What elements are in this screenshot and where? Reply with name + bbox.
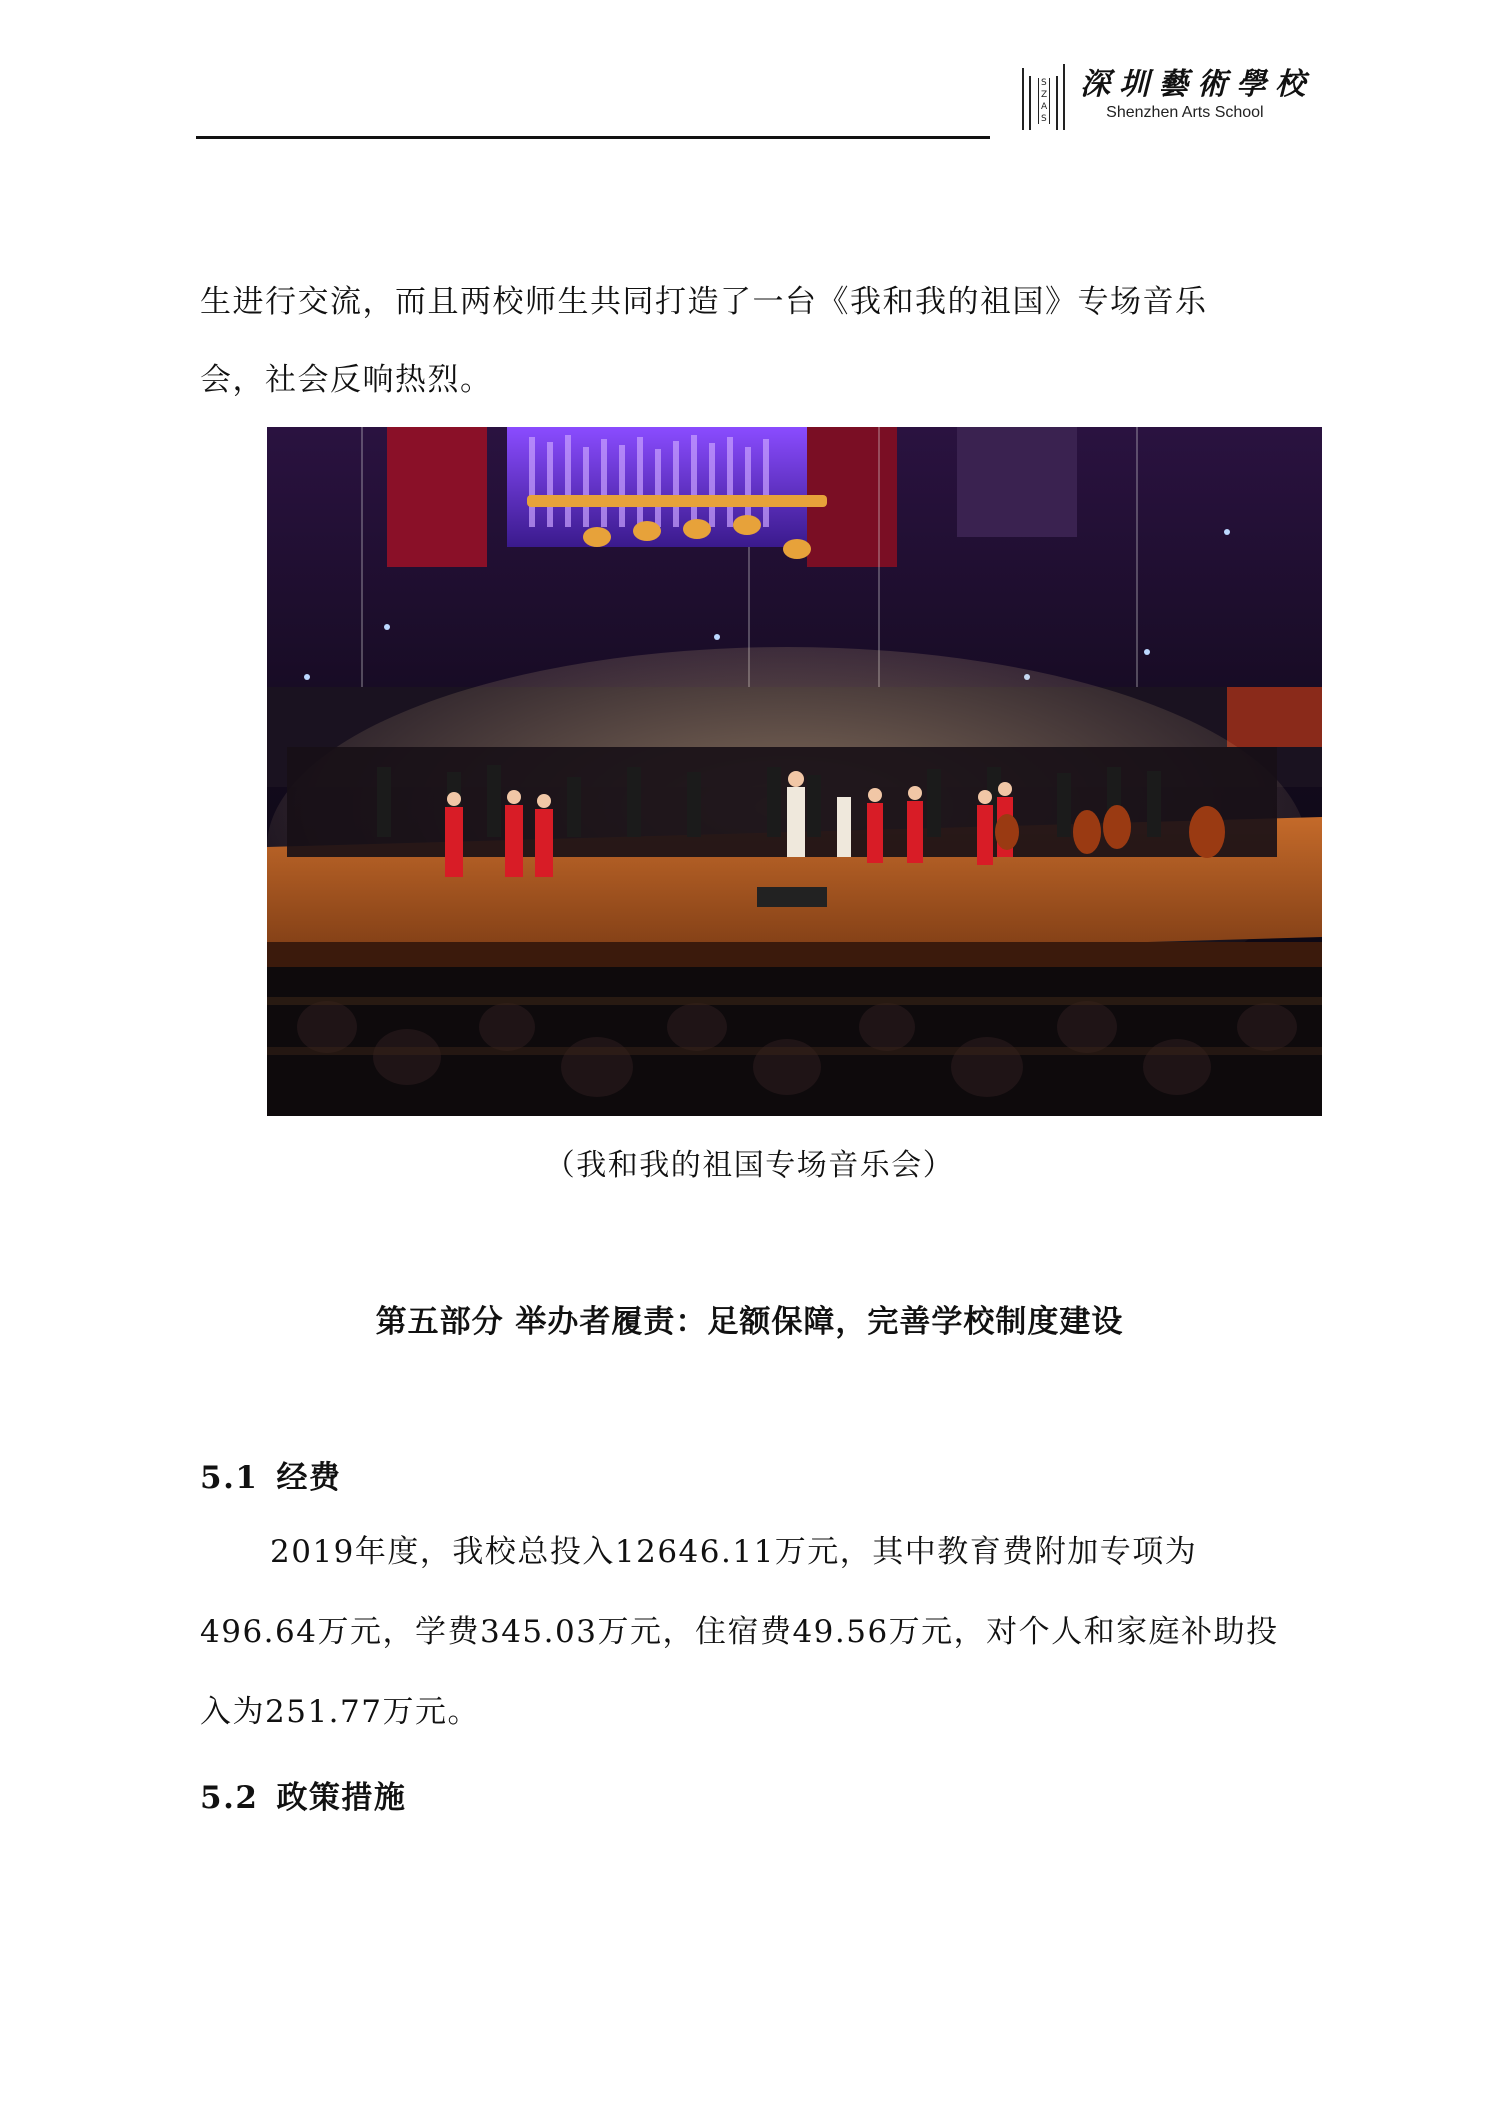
intro-line-1: 生进行交流，而且两校师生共同打造了一台《我和我的祖国》专场音乐: [200, 284, 1208, 320]
logo-mark-icon: [1022, 60, 1070, 130]
subsection-heading-5-1: [200, 1452, 341, 1497]
funding-line-1: 2019年度，我校总投入12646.11万元，其中教育费附加专项为: [270, 1534, 1198, 1570]
section-title: 第五部分 举办者履责：足额保障，完善学校制度建设: [375, 1304, 1124, 1340]
intro-line-2: 会，社会反响热烈。: [200, 362, 493, 398]
photo-caption: （我和我的祖国专场音乐会）: [544, 1148, 955, 1183]
header-rule: [196, 136, 990, 139]
funding-line-2: 496.64万元，学费345.03万元，住宿费49.56万元，对个人和家庭补助投: [200, 1614, 1279, 1650]
school-name-en: Shenzhen Arts School: [1106, 104, 1264, 121]
subsection-number: 5.2: [200, 1780, 259, 1816]
subsection-title: 经费: [276, 1460, 342, 1496]
school-name-cn: 深圳藝術學校: [1080, 67, 1315, 102]
logo-letters: S Z A S: [1038, 78, 1050, 124]
subsection-number: 5.1: [200, 1460, 259, 1496]
concert-photo: [267, 427, 1322, 1116]
school-logo: [1022, 58, 1314, 132]
funding-line-3: 入为251.77万元。: [200, 1694, 480, 1730]
subsection-heading-5-2: [200, 1772, 406, 1817]
subsection-title: 政策措施: [276, 1780, 407, 1816]
